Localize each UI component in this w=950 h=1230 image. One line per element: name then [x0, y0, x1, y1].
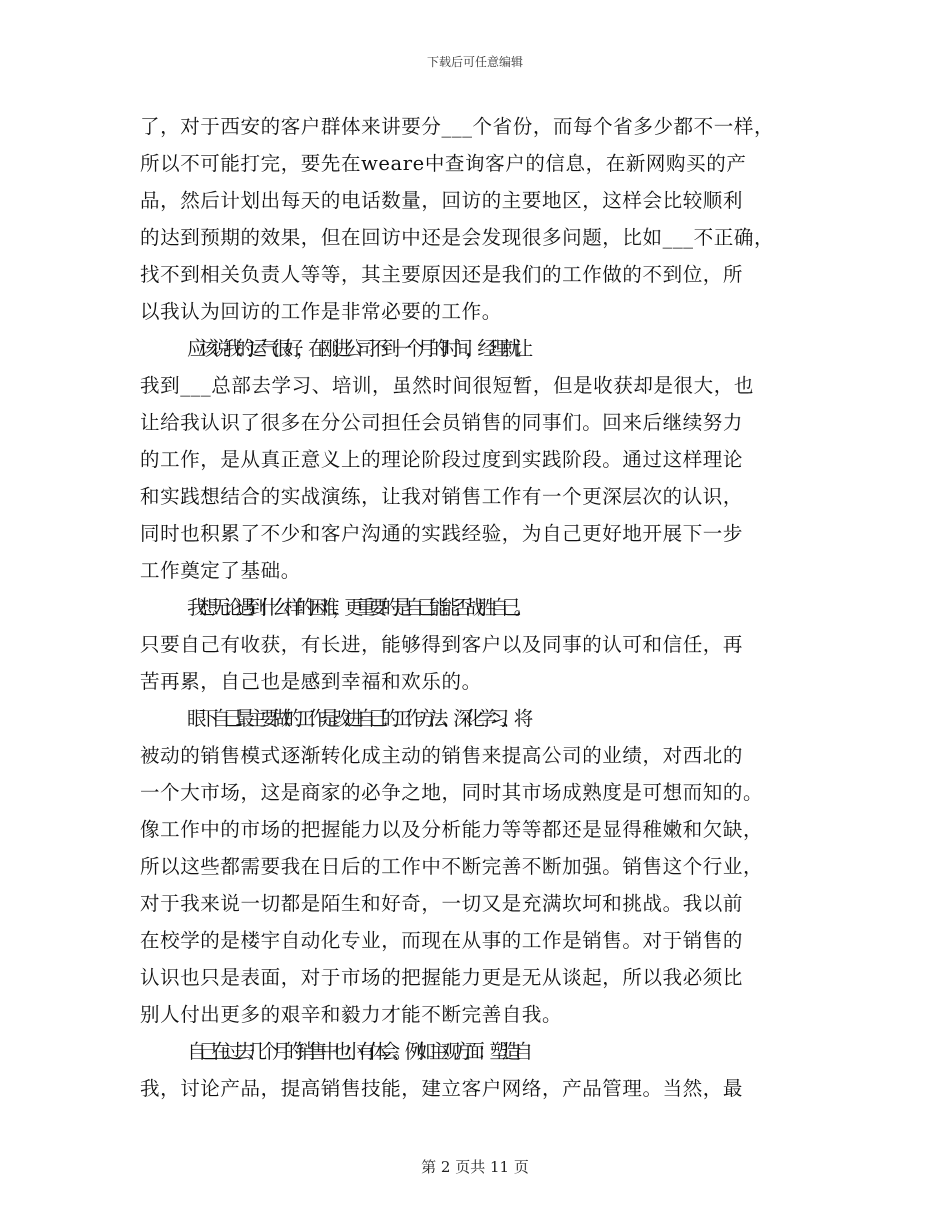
paragraph-first-line: 眼下自己最主要做的工作是改进自己的工作方法、深化学习、将 — [187, 707, 526, 730]
text-line: 我到___总部去学习、培训，虽然时间很短暂，但是收获却是很大，也 — [140, 374, 754, 397]
paragraph-first-line: 我想无论遇到什么样的困难，更重要的是自己能能否战胜自己。 — [187, 596, 526, 619]
page-number-footer: 第 2 页共 11 页 — [421, 1158, 529, 1176]
text-line: 所以不可能打完，要先在weare中查询客户的信息，在新网购买的产 — [140, 152, 747, 175]
text-line: 只要自己有收获，有长进，能够得到客户以及同事的认可和信任，再 — [140, 633, 744, 656]
text-line: 别人付出更多的艰辛和毅力才能不断完善自我。 — [140, 1003, 563, 1026]
text-line: 在校学的是楼宇自动化专业，而现在从事的工作是销售。对于销售的 — [140, 929, 744, 952]
text-line: 让给我认识了很多在分公司担任会员销售的同事们。回来后继续努力 — [140, 411, 744, 434]
text-line: 以我认为回访的工作是非常必要的工作。 — [140, 300, 502, 323]
text-line: 对于我来说一切都是陌生和好奇，一切又是充满坎坷和挑战。我以前 — [140, 892, 744, 915]
text-line: 苦再累，自己也是感到幸福和欢乐的。 — [140, 670, 482, 693]
text-line: 的工作，是从真正意义上的理论阶段过度到实践阶段。通过这样理论 — [140, 448, 744, 471]
document-body — [140, 108, 812, 1107]
text-line: 所以这些都需要我在日后的工作中不断完善不断加强。销售这个行业， — [140, 855, 764, 878]
text-line: 同时也积累了不少和客户沟通的实践经验，为自己更好地开展下一步 — [140, 522, 744, 545]
paragraph-first-line: 自己在过去几个月的销售中也小有体会。例如主观方面：塑造自 — [187, 1040, 526, 1063]
text-line: 像工作中的市场的把握能力以及分析能力等等都还是显得稚嫩和欠缺， — [140, 818, 764, 841]
text-line: 认识也只是表面，对于市场的把握能力更是无从谈起，所以我必须比 — [140, 966, 744, 989]
text-line: 的达到预期的效果，但在回访中还是会发现很多问题，比如___不正确， — [140, 226, 775, 249]
text-line: 了，对于西安的客户群体来讲要分___个省份，而每个省多少都不一样， — [140, 115, 775, 138]
page-header-note: 下载后可任意编辑 — [426, 55, 523, 69]
text-line: 工作奠定了基础。 — [140, 559, 301, 582]
text-line: 一个大市场，这是商家的必争之地，同时其市场成熟度是可想而知的。 — [140, 781, 764, 804]
paragraph-first-line: 应该说我的运气很好，在刚进公司不到一个月的时间，经理就让 — [187, 337, 526, 360]
text-line: 和实践想结合的实战演练，让我对销售工作有一个更深层次的认识， — [140, 485, 744, 508]
text-line: 被动的销售模式逐渐转化成主动的销售来提高公司的业绩，对西北的 — [140, 744, 744, 767]
text-line: 品，然后计划出每天的电话数量，回访的主要地区，这样会比较顺利 — [140, 189, 744, 212]
text-line: 找不到相关负责人等等，其主要原因还是我们的工作做的不到位，所 — [140, 263, 744, 286]
text-line: 我，讨论产品，提高销售技能，建立客户网络，产品管理。当然，最 — [140, 1077, 744, 1100]
